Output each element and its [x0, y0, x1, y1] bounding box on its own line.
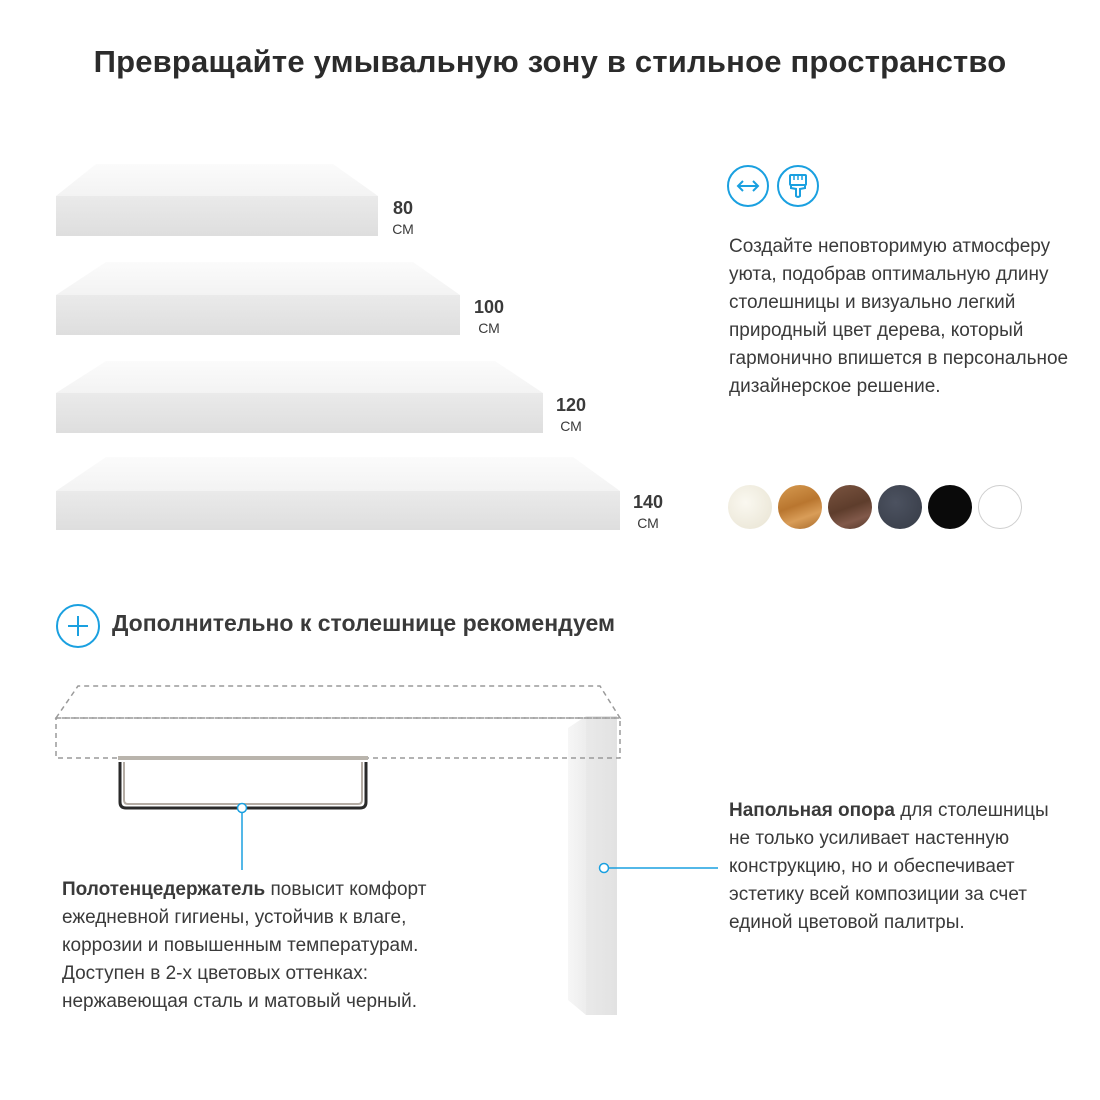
- swatch-walnut[interactable]: [828, 485, 872, 529]
- length-description: Создайте неповторимую атмосферу уюта, подобрав оптимальную длину столешницы и визуально легкий природный цвет дерева, который гармонично впишется в персональное дизайнерское решение.: [729, 236, 1069, 397]
- countertop-outline: [56, 686, 620, 758]
- swatch-light-oak[interactable]: [778, 485, 822, 529]
- size-label-100: 100 СМ: [473, 297, 505, 336]
- plus-icon: [56, 604, 100, 648]
- towel-holder-name: Полотенцедержатель: [62, 879, 266, 900]
- towel-holder-description: [62, 876, 482, 1016]
- resize-arrows-icon: [727, 165, 769, 207]
- slab-80: [56, 164, 378, 236]
- swatch-cream[interactable]: [728, 485, 772, 529]
- floor-support-callout: [600, 864, 719, 873]
- size-label-80: 80 СМ: [392, 198, 414, 237]
- slab-100: [56, 262, 460, 335]
- towel-holder: [118, 756, 368, 808]
- page-title: Превращайте умывальную зону в стильное пространство: [93, 44, 1007, 79]
- swatch-black[interactable]: [928, 485, 972, 529]
- slab-120: [56, 361, 543, 433]
- countertop-sizes: [0, 150, 700, 550]
- swatch-white[interactable]: [978, 485, 1022, 529]
- size-label-120: 120 СМ: [555, 395, 587, 434]
- swatch-graphite[interactable]: [878, 485, 922, 529]
- floor-support-name: Напольная опора: [729, 800, 895, 821]
- floor-support-description: [729, 797, 1074, 937]
- size-label-140: 140 СМ: [632, 492, 664, 531]
- towel-holder-text: повысит комфорт ежедневной гигиены, устойчив к влаге, коррозии и повышенным температурам. Доступен в 2-х цветовых оттенках: нержавеющая сталь и матовый черный.: [62, 879, 427, 1012]
- towel-holder-callout: [238, 804, 247, 871]
- floor-support: [568, 716, 617, 1015]
- slab-140: [56, 457, 620, 530]
- recommend-title: Дополнительно к столешнице рекомендуем: [112, 610, 615, 636]
- floor-support-text: для столешницы не только усиливает настенную конструкцию, но и обеспечивает эстетику всей композиции за счет единой цветовой палитры.: [729, 800, 1049, 933]
- paint-brush-icon: [777, 165, 819, 207]
